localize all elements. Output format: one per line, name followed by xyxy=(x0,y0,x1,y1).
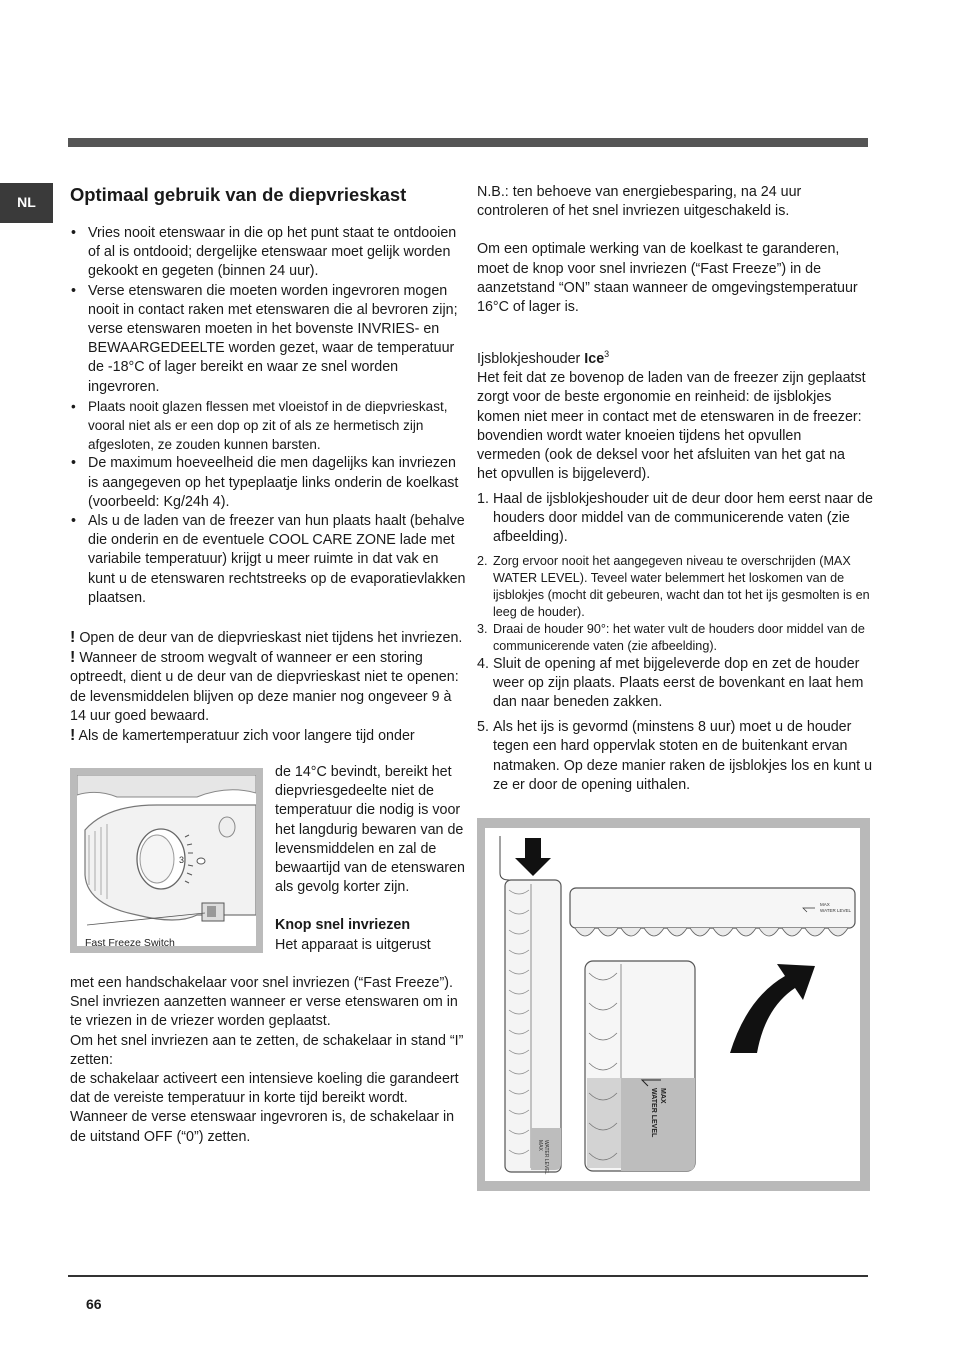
water-level-label: WATER LEVEL xyxy=(650,1088,657,1138)
ice-tray-figure xyxy=(477,818,870,1191)
page-title: Optimaal gebruik van de diepvrieskast xyxy=(70,184,407,205)
warning-mark: ! xyxy=(70,649,76,667)
warning: ! Wanneer de stroom wegvalt of wanneer er een storing optreedt, dient u de deur van de diepvrieskast niet te openen: de levensmiddelen blijven op deze manier nog ongeveer 9 à 14 uur goed bewaard. xyxy=(70,649,459,724)
list-item: • Plaats nooit glazen flessen met vloeistof in de diepvrieskast, vooral niet als er een dop op zit of als ze hermetisch zijn afgesloten, ze zouden kunnen barsten. xyxy=(70,397,466,455)
warning-continued: de 14°C bevindt, bereikt het diepvriesgedeelte niet de temperatuur die nodig is voor het langdurig bewaren van de levensmiddelen en zal de bewaartijd van de etenswaren als gevolg korter zijn. xyxy=(275,764,465,896)
tray-max-label: MAX xyxy=(537,1140,543,1151)
language-tab: NL xyxy=(0,183,53,223)
paragraph: N.B.: ten behoeve van energiebesparing, na 24 uur controleren of het snel invriezen uitgeschakeld is. xyxy=(477,184,802,220)
warnings-block xyxy=(70,628,466,746)
energy-note xyxy=(477,183,867,317)
paragraph: Snel invriezen aanzetten wanneer er verse etenswaren om in te vriezen in de vriezer worden geplaatst. xyxy=(70,994,458,1030)
list-item: • Verse etenswaren die moeten worden ingevroren mogen nooit in contact raken met etenswaren die al bevroren zijn; verse etenswaren moeten in het bovenste INVRIES- en BEWAARGEDEELTE worden gezet, waar de temperatuur de -18°C of lager bereikt en waar ze snel worden ingevroren. xyxy=(70,282,466,397)
paragraph: Het apparaat is uitgerust xyxy=(275,936,431,953)
paragraph: Het feit dat ze bovenop de laden van de freezer zijn geplaatst zorgt voor de beste ergonomie en reinheid: de ijsblokjes komen niet meer in contact met de etenswaren in de freezer: bovendien wordt water knoeien tijdens het opvullen vermeden (ook de deksel voor het afsluiten van het gat na het opvullen is bijgeleverd). xyxy=(477,370,866,483)
warning-mark: ! xyxy=(70,629,76,646)
list-item: 1. Haal de ijsblokjeshouder uit de deur door hem eerst naar de houders door middel van de communicerende vaten (zie afbeelding). xyxy=(477,491,873,546)
warning: ! Open de deur van de diepvrieskast niet tijdens het invriezen. xyxy=(70,629,463,646)
fast-freeze-text xyxy=(70,974,466,1147)
wrapped-text xyxy=(275,763,470,955)
dial-number: 3 xyxy=(179,855,185,865)
lid-max-label: MAX xyxy=(820,902,830,907)
section-heading: Knop snel invriezen xyxy=(275,917,411,934)
paragraph: Om het snel invriezen aan te zetten, de schakelaar in stand “I” zetten: xyxy=(70,1032,464,1068)
warning: ! Als de kamertemperatuur zich voor langere tijd onder xyxy=(70,727,415,745)
rotate-arrow-icon xyxy=(730,964,815,1053)
lid-water-level-label: WATER LEVEL xyxy=(820,908,852,913)
list-item: • Vries nooit etenswaar in die op het punt staat te ontdooien of al is ontdooid; dergelijke etenswaar moet gelijk worden gekookt en gegeten (binnen 24 uur). xyxy=(70,224,466,282)
page-number: 66 xyxy=(86,1296,102,1312)
paragraph: met een handschakelaar voor snel invriezen (“Fast Freeze”). xyxy=(70,975,454,991)
ice-steps-list xyxy=(477,490,877,795)
paragraph: Wanneer de verse etenswaar ingevroren is, de schakelaar in de uitstand OFF (“0”) zetten. xyxy=(70,1109,455,1145)
fast-freeze-switch-illustration xyxy=(77,775,256,946)
section-heading: Ijsblokjeshouder Ice$^3$ xyxy=(477,349,610,367)
paragraph: Om een optimale werking van de koelkast te garanderen, moet de knop voor snel invriezen (“Fast Freeze”) in de aanzetstand “ON” staan wanneer de omgevingstemperatuur 16°C of lager is. xyxy=(477,241,858,316)
list-item: 2. Zorg ervoor nooit het aangegeven niveau te overschrijden (MAX WATER LEVEL). Teveel water belemmert het loskomen van de ijsblokjes (mocht dit gebeuren, wacht dan tot het ijs gesmolten is en leeg de houder). xyxy=(477,553,870,619)
list-item: • Als u de laden van de freezer van hun plaats haalt (behalve die onderin en de eventuele COOL CARE ZONE lade met variabile temperatuur) krijgt u meer ruimte in dat vak en kunt u de etenswaren rechtstreeks op de evaporatievlakken plaatsen. xyxy=(70,512,466,608)
fast-freeze-switch-label: Fast Freeze Switch xyxy=(85,937,175,946)
ice-tray-illustration xyxy=(485,828,860,1181)
warning-mark: ! xyxy=(70,727,76,745)
list-item: 5. Als het ijs is gevormd (minstens 8 uur) moet u de houder tegen een hard oppervlak stoten en de buitenkant ervan natmaken. Op deze manier raken de ijsblokjes los en kunt u ze er door de opening uithalen. xyxy=(477,719,873,793)
list-item: 3. Draai de houder 90°: het water vult de houders door middel van de communicerende vaten (zie afbeelding). xyxy=(477,621,865,653)
fast-freeze-figure xyxy=(70,768,263,953)
top-rule xyxy=(68,138,868,147)
paragraph: de schakelaar activeert een intensieve koeling die garandeert dat de vereiste temperatuur in korte tijd bereikt wordt. xyxy=(70,1071,459,1107)
list-item: 4. Sluit de opening af met bijgeleverde dop en zet de houder weer op zijn plaats. Plaats eerst de bovenkant en laat hem dan naar beneden zakken. xyxy=(477,655,864,711)
ice-section xyxy=(477,350,867,484)
bottom-rule xyxy=(68,1275,868,1277)
list-item: • De maximum hoeveelheid die men dagelijks kan invriezen is aangegeven op het typeplaatje links onderin de koelkast (voorbeeld: Kg/24h 4). xyxy=(70,454,466,512)
usage-tips-list xyxy=(70,224,466,608)
max-label: MAX xyxy=(659,1088,666,1104)
tray-water-level-label: WATER LEVEL xyxy=(543,1140,549,1175)
